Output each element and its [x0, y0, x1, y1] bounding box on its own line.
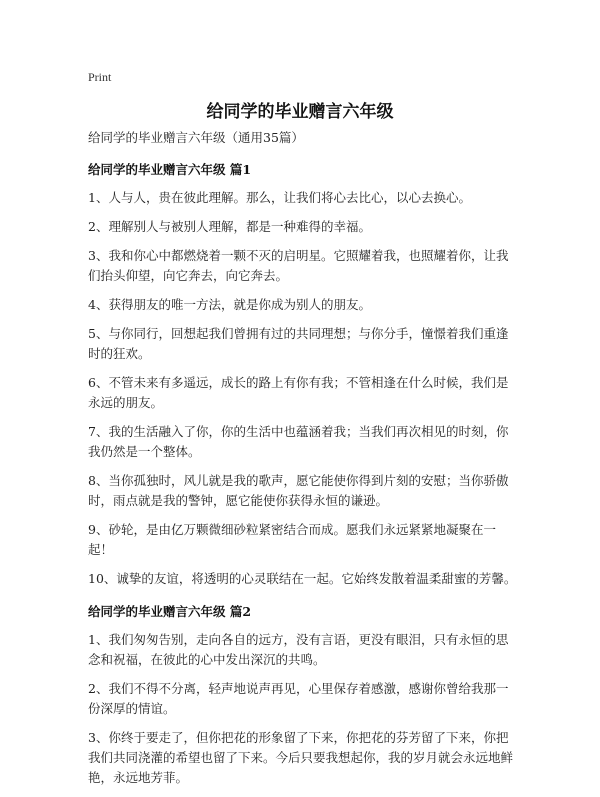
- section-1: [88, 160, 518, 589]
- article-body: [88, 128, 518, 797]
- paragraph: 2、我们不得不分离，轻声地说声再见，心里保存着感激，感谢你曾给我那一份深厚的情谊。: [88, 681, 509, 716]
- paragraph: 7、我的生活融入了你，你的生活中也蕴涵着我；当我们再次相见的时刻，你我仍然是一个整体。: [88, 424, 509, 459]
- paragraph: 6、不管未来有多遥远，成长的路上有你有我；不管相逢在什么时候，我们是永远的朋友。: [88, 375, 509, 410]
- section-2: [88, 602, 518, 788]
- paragraph: 8、当你孤独时，风儿就是我的歌声，愿它能使你得到片刻的安慰；当你骄傲时，雨点就是我的警钟，愿它能使你获得永恒的谦逊。: [88, 473, 509, 508]
- paragraph: 1、我们匆匆告别，走向各自的远方，没有言语，更没有眼泪，只有永恒的思念和祝福，在彼此的心中发出深沉的共鸣。: [88, 632, 509, 667]
- paragraph: 5、与你同行，回想起我们曾拥有过的共同理想；与你分手，憧憬着我们重逢时的狂欢。: [88, 326, 509, 361]
- paragraph: 3、我和你心中都燃烧着一颗不灭的启明星。它照耀着我，也照耀着你，让我们抬头仰望，向它奔去，向它奔去。: [88, 248, 509, 283]
- paragraph: 9、砂轮，是由亿万颗微细砂粒紧密结合而成。愿我们永远紧紧地凝聚在一起！: [88, 522, 496, 557]
- article-subtitle: 给同学的毕业赠言六年级（通用35篇）: [88, 130, 304, 145]
- paragraph: 3、你终于要走了，但你把花的形象留了下来，你把花的芬芳留了下来，你把我们共同浇灌的希望也留了下来。今后只要我想起你，我的岁月就会永远地鲜艳，永远地芳菲。: [88, 730, 514, 785]
- section-heading: 给同学的毕业赠言六年级 篇1: [88, 162, 252, 177]
- print-link[interactable]: Print: [88, 70, 112, 84]
- paragraph: 2、理解别人与被别人理解，都是一种难得的幸福。: [88, 219, 371, 234]
- paragraph: 1、人与人，贵在彼此理解。那么，让我们将心去比心，以心去换心。: [88, 190, 471, 205]
- paragraph: 10、诚挚的友谊，将透明的心灵联结在一起。它始终发散着温柔甜蜜的芳馨。: [88, 571, 517, 586]
- paragraph: 4、获得朋友的唯一方法，就是你成为别人的朋友。: [88, 297, 371, 312]
- page-title: 给同学的毕业赠言六年级: [206, 102, 394, 122]
- section-heading: 给同学的毕业赠言六年级 篇2: [88, 604, 252, 619]
